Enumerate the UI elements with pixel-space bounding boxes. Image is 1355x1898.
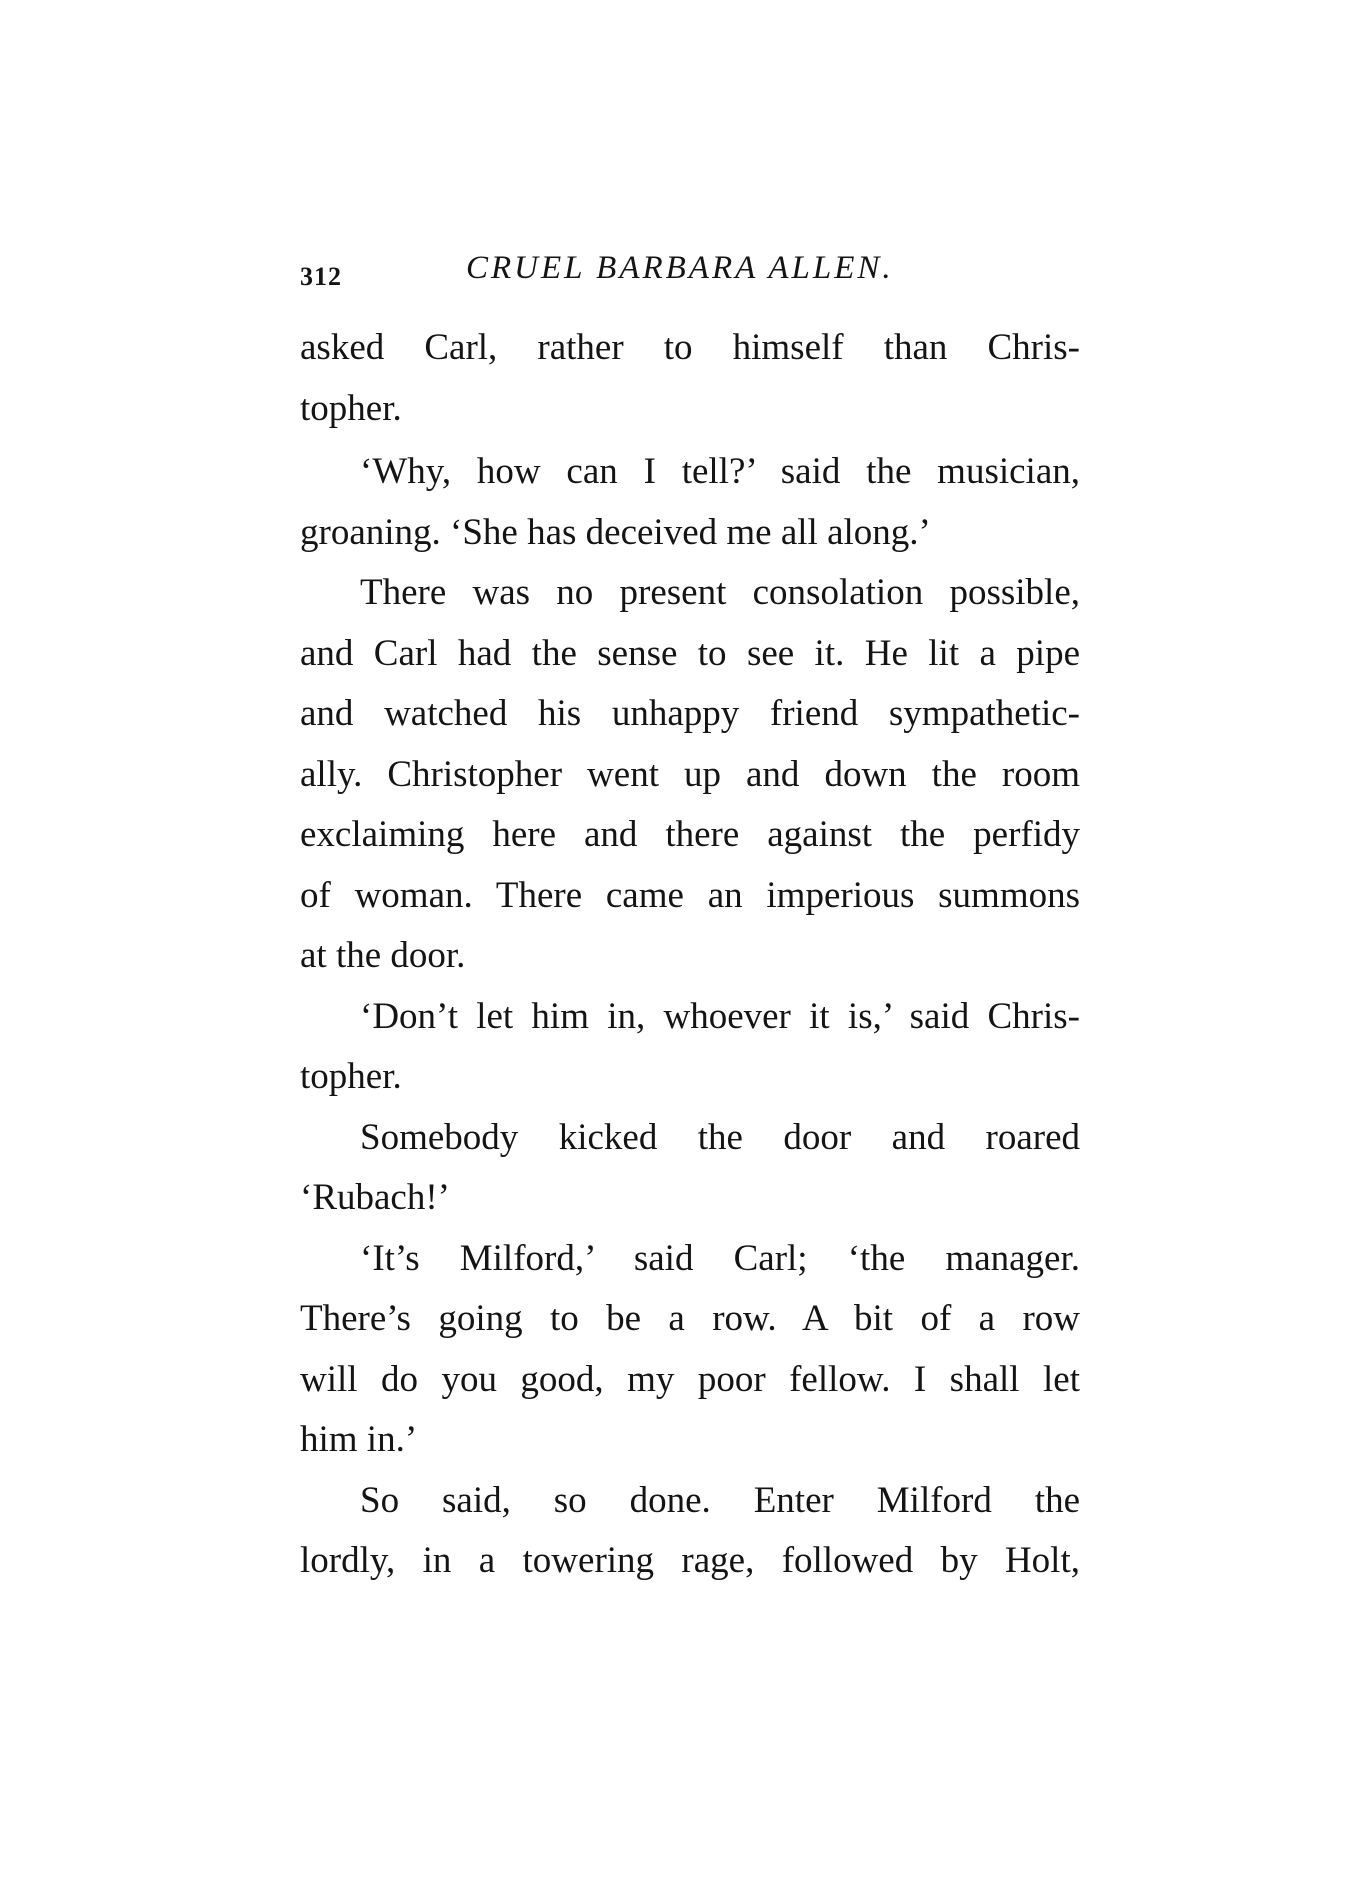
- text-line: groaning. ‘She has deceived me all along.’: [300, 511, 931, 553]
- text-line: at the door.: [300, 935, 466, 976]
- text-line: ‘It’s Milford,’ said Carl; ‘the manager.: [360, 1237, 1080, 1279]
- text-line: ‘Don’t let him in, whoever it is,’ said Chris-: [360, 995, 1080, 1037]
- text-line: ‘Why, how can I tell?’ said the musician,: [360, 451, 1080, 492]
- running-title: CRUEL BARBARA ALLEN.: [466, 250, 894, 286]
- text-line: There’s going to be a row. A bit of a row: [300, 1298, 1080, 1339]
- text-line: exclaiming here and there against the perfidy: [300, 814, 1080, 855]
- text-line: So said, so done. Enter Milford the: [360, 1479, 1080, 1521]
- text-line: ‘Rubach!’: [300, 1177, 450, 1218]
- body-text: [300, 318, 1080, 1592]
- text-line: and watched his unhappy friend sympathetic-: [300, 693, 1080, 734]
- text-line: There was no present consolation possible,: [360, 572, 1080, 613]
- text-line: Somebody kicked the door and roared: [360, 1116, 1080, 1158]
- text-line: and Carl had the sense to see it. He lit a pipe: [300, 632, 1080, 674]
- page-number: 312: [300, 262, 342, 291]
- text-line: will do you good, my poor fellow. I shall let: [300, 1358, 1080, 1400]
- text-line: of woman. There came an imperious summons: [300, 874, 1080, 916]
- text-line: him in.’: [300, 1419, 418, 1460]
- text-line: ally. Christopher went up and down the room: [300, 753, 1080, 795]
- page-header: [300, 250, 1080, 300]
- text-line: topher.: [300, 1056, 402, 1097]
- text-line: topher.: [300, 387, 402, 429]
- text-line: asked Carl, rather to himself than Chris-: [300, 327, 1080, 368]
- text-line: lordly, in a towering rage, followed by Holt,: [300, 1540, 1080, 1581]
